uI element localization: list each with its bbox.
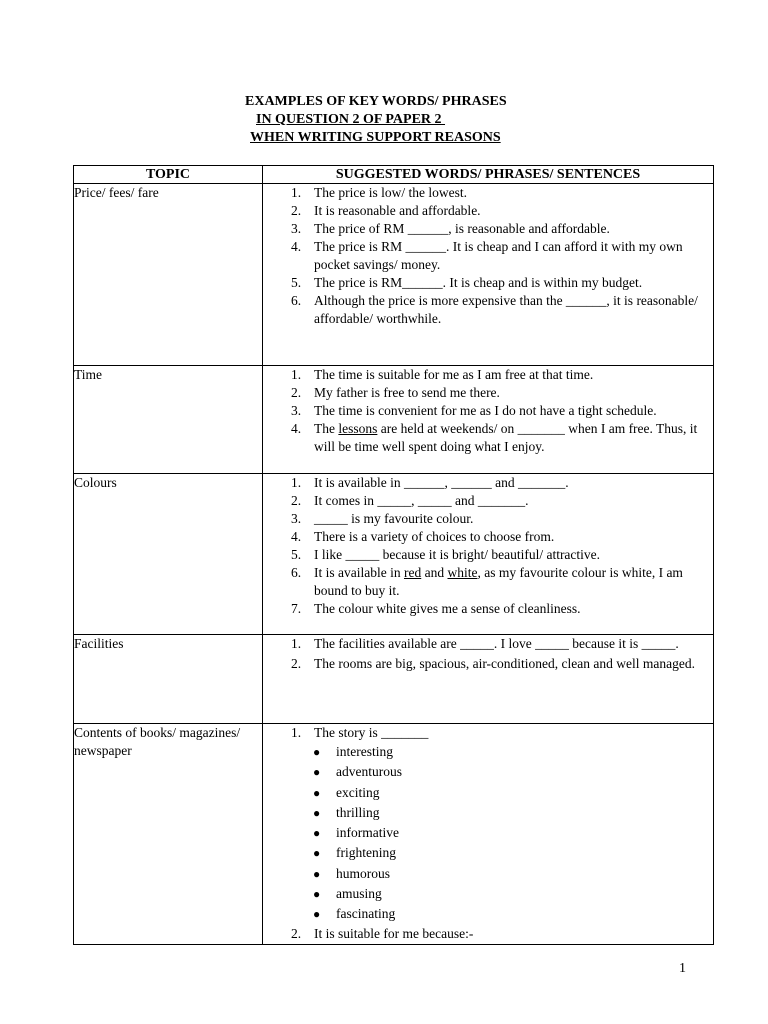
table-header-row — [74, 166, 714, 184]
item-text-after: , as my favourite colour is white, I am bound to buy it. — [314, 565, 683, 598]
topic-cell: Contents of books/ magazines/ newspaper — [74, 724, 263, 945]
item-number: 1. — [291, 475, 302, 490]
item-text: It is suitable for me because:- — [314, 925, 474, 941]
bullet-text: frightening — [336, 845, 396, 861]
key-words-table — [73, 165, 714, 945]
item-text-underlined-2: white — [447, 565, 478, 580]
suggestions-cell — [263, 724, 714, 945]
table-row — [74, 366, 714, 474]
bullet-dot: ● — [313, 866, 321, 881]
item-text: The story is _______ — [314, 725, 429, 740]
list-item — [263, 238, 713, 274]
suggestion-list — [263, 474, 713, 618]
item-text: It is reasonable and affordable. — [314, 203, 481, 218]
suggestions-cell — [263, 635, 714, 724]
item-text-before: It is available in — [314, 565, 404, 580]
title-line-2 — [256, 111, 445, 129]
item-number: 6. — [291, 565, 302, 580]
item-text-underlined: lessons — [338, 421, 378, 436]
list-item — [263, 510, 713, 528]
item-number: 1. — [291, 725, 302, 740]
item-number: 7. — [291, 601, 302, 616]
topic-cell: Time — [74, 366, 263, 474]
list-item — [263, 635, 713, 653]
bullet-text: adventurous — [336, 764, 402, 780]
list-item — [263, 528, 713, 546]
bullet-text: informative — [336, 825, 399, 841]
list-item — [263, 492, 713, 510]
bullet-item — [263, 742, 713, 762]
suggestion-list — [263, 724, 713, 742]
title-line-3-text: WHEN WRITING SUPPORT REASONS — [250, 130, 501, 145]
item-number: 3. — [291, 511, 302, 526]
item-text: The colour white gives me a sense of cleanliness. — [314, 601, 581, 616]
item-text: It comes in _____, _____ and _______. — [314, 493, 529, 508]
list-item — [263, 600, 713, 618]
item-number: 2. — [291, 925, 302, 941]
bullet-item — [263, 864, 713, 884]
suggestion-list-continued — [263, 925, 713, 943]
item-text: The facilities available are _____. I love _____ because it is _____. — [314, 636, 679, 651]
item-number: 4. — [291, 529, 302, 544]
bullet-text: humorous — [336, 865, 390, 881]
list-item — [263, 546, 713, 564]
list-item — [263, 184, 713, 202]
list-item — [263, 474, 713, 492]
item-number: 2. — [291, 656, 302, 671]
table-row — [74, 635, 714, 724]
bullet-text: fascinating — [336, 906, 396, 922]
bullet-dot: ● — [313, 785, 321, 800]
bullet-item — [263, 843, 713, 863]
page-number: 1 — [679, 961, 686, 976]
item-number: 2. — [291, 385, 302, 400]
bullet-item — [263, 904, 713, 924]
item-text: There is a variety of choices to choose from. — [314, 529, 555, 544]
item-text: The price of RM ______, is reasonable and affordable. — [314, 221, 610, 236]
item-text: My father is free to send me there. — [314, 385, 500, 400]
item-text: The price is RM ______. It is cheap and I can afford it with my own pocket savings/ money. — [314, 239, 683, 272]
bullet-dot: ● — [313, 826, 321, 841]
item-text-middle: and — [421, 565, 448, 580]
bullet-text: thrilling — [336, 804, 380, 820]
list-item — [263, 402, 713, 420]
title-line-3 — [250, 129, 501, 147]
item-text: Although the price is more expensive than the ______, it is reasonable/ affordable/ worthwhile. — [314, 293, 698, 326]
item-number: 1. — [291, 185, 302, 200]
list-item — [263, 655, 713, 673]
item-number: 4. — [291, 421, 302, 436]
bullet-item — [263, 803, 713, 823]
item-number: 5. — [291, 547, 302, 562]
bullet-item — [263, 762, 713, 782]
title-line-2-text: IN QUESTION 2 OF PAPER 2 — [256, 112, 446, 127]
item-text-after: are held at weekends/ on _______ when I am free. Thus, it will be time well spent doing what I enjoy. — [314, 421, 698, 454]
list-item — [263, 220, 713, 238]
item-number: 3. — [291, 403, 302, 418]
bullet-dot: ● — [313, 805, 321, 820]
bullet-text: interesting — [336, 744, 393, 759]
list-item — [263, 564, 713, 600]
item-text-before: The — [314, 421, 339, 436]
title-line-1: EXAMPLES OF KEY WORDS/ PHRASES — [245, 94, 507, 109]
item-number: 4. — [291, 239, 302, 254]
item-text: The time is convenient for me as I do not have a tight schedule. — [314, 403, 657, 418]
item-number: 6. — [291, 293, 302, 308]
bullet-dot: ● — [313, 887, 321, 902]
item-text: The time is suitable for me as I am free at that time. — [314, 367, 594, 382]
suggestions-cell — [263, 184, 714, 366]
suggestion-list — [263, 366, 713, 456]
item-number: 1. — [291, 636, 302, 651]
table-row — [74, 474, 714, 635]
table-row — [74, 184, 714, 366]
bullet-item — [263, 783, 713, 803]
suggestion-list — [263, 635, 713, 673]
item-text: The price is RM______. It is cheap and is within my budget. — [314, 275, 643, 290]
topic-cell: Price/ fees/ fare — [74, 184, 263, 366]
header-suggested: SUGGESTED WORDS/ PHRASES/ SENTENCES — [263, 166, 714, 184]
list-item — [263, 724, 713, 742]
bullet-item — [263, 884, 713, 904]
item-number: 2. — [291, 493, 302, 508]
bullet-text: amusing — [336, 886, 382, 902]
list-item — [263, 925, 713, 943]
bullet-dot: ● — [313, 765, 321, 780]
topic-cell: Colours — [74, 474, 263, 635]
header-topic: TOPIC — [74, 166, 263, 184]
list-item — [263, 384, 713, 402]
bullet-dot: ● — [313, 745, 321, 759]
bullet-text: exciting — [336, 784, 380, 800]
suggestions-cell — [263, 474, 714, 635]
list-item — [263, 274, 713, 292]
list-item — [263, 292, 713, 328]
list-item — [263, 202, 713, 220]
list-item — [263, 366, 713, 384]
list-item — [263, 420, 713, 456]
bullet-list — [263, 742, 713, 925]
bullet-item — [263, 823, 713, 843]
item-text: It is available in ______, ______ and _______. — [314, 475, 569, 490]
item-number: 5. — [291, 275, 302, 290]
suggestion-list — [263, 184, 713, 328]
table-row — [74, 724, 714, 945]
item-number: 1. — [291, 367, 302, 382]
bullet-dot: ● — [313, 846, 321, 861]
item-text: _____ is my favourite colour. — [314, 511, 474, 526]
item-number: 2. — [291, 203, 302, 218]
item-text: The price is low/ the lowest. — [314, 185, 467, 200]
suggestions-cell — [263, 366, 714, 474]
item-text-underlined: red — [403, 565, 422, 580]
bullet-dot: ● — [313, 907, 321, 922]
item-number: 3. — [291, 221, 302, 236]
item-text: The rooms are big, spacious, air-conditioned, clean and well managed. — [314, 656, 695, 671]
topic-cell: Facilities — [74, 635, 263, 724]
item-text: I like _____ because it is bright/ beautiful/ attractive. — [314, 547, 601, 562]
